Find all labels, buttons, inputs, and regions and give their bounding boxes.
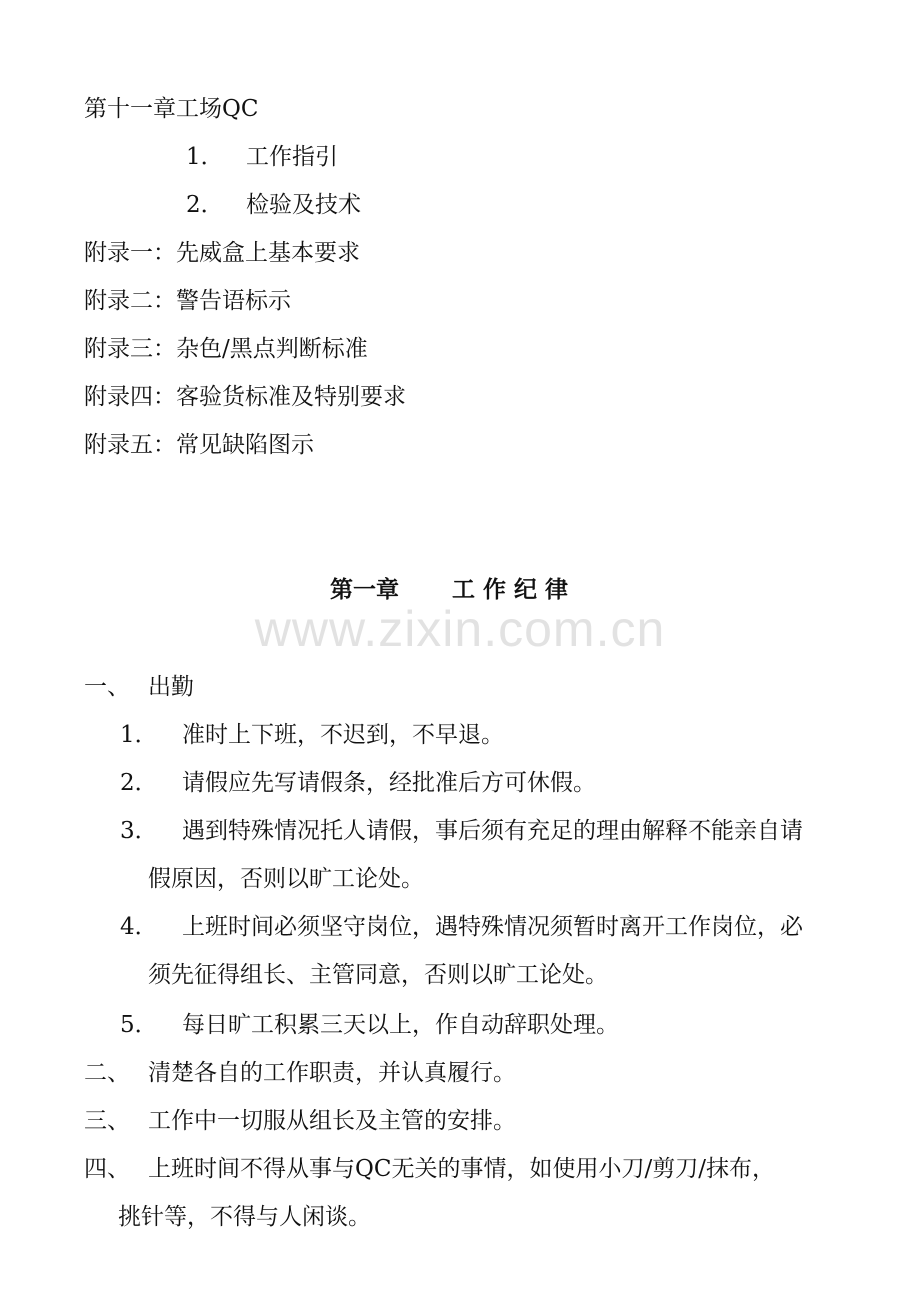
item-1-number: 1． bbox=[120, 722, 158, 748]
item-2-text: 请假应先写请假条，经批准后方可休假。 bbox=[182, 770, 596, 796]
item-5-text: 每日旷工积累三天以上，作自动辞职处理。 bbox=[182, 1012, 619, 1038]
item-5-number: 5． bbox=[120, 1012, 158, 1038]
item-3-text-line-2: 假原因，否则以旷工论处。 bbox=[148, 866, 424, 892]
item-2-number: 2． bbox=[120, 770, 158, 796]
toc-appendix-3: 附录三：杂色/黑点判断标准 bbox=[84, 336, 368, 362]
toc-sub-1-text: 工作指引 bbox=[246, 144, 338, 170]
toc-sub-2-number: 2． bbox=[186, 192, 224, 218]
section-4-text-line-1: 上班时间不得从事与QC无关的事情，如使用小刀/剪刀/抹布， bbox=[148, 1156, 775, 1182]
section-2-text: 清楚各自的工作职责，并认真履行。 bbox=[148, 1060, 516, 1086]
section-3-text: 工作中一切服从组长及主管的安排。 bbox=[148, 1108, 516, 1134]
chapter-1-prefix: 第一章 bbox=[330, 577, 399, 603]
section-3-number: 三、 bbox=[84, 1108, 130, 1134]
toc-chapter-11: 第十一章工场QC bbox=[84, 96, 259, 122]
toc-appendix-1: 附录一：先威盒上基本要求 bbox=[84, 240, 360, 266]
toc-appendix-4: 附录四：客验货标准及特别要求 bbox=[84, 384, 406, 410]
section-4-text-line-2: 挑针等，不得与人闲谈。 bbox=[118, 1204, 371, 1230]
watermark: www.zixin.com.cn bbox=[254, 601, 666, 657]
toc-appendix-2: 附录二：警告语标示 bbox=[84, 288, 291, 314]
section-2-number: 二、 bbox=[84, 1060, 130, 1086]
section-4-number: 四、 bbox=[84, 1156, 130, 1182]
item-3-number: 3． bbox=[120, 818, 158, 844]
item-3-text-line-1: 遇到特殊情况托人请假，事后须有充足的理由解释不能亲自请 bbox=[182, 818, 803, 844]
section-1-number: 一、 bbox=[84, 674, 130, 700]
section-1-text: 出勤 bbox=[148, 674, 194, 700]
item-4-text-line-1: 上班时间必须坚守岗位，遇特殊情况须暂时离开工作岗位，必 bbox=[182, 914, 803, 940]
item-1-text: 准时上下班，不迟到，不早退。 bbox=[182, 722, 504, 748]
item-4-number: 4． bbox=[120, 914, 158, 940]
chapter-1-title: 工 作 纪 律 bbox=[452, 577, 569, 603]
toc-sub-1-number: 1． bbox=[186, 144, 224, 170]
toc-sub-2-text: 检验及技术 bbox=[246, 192, 361, 218]
item-4-text-line-2: 须先征得组长、主管同意，否则以旷工论处。 bbox=[148, 962, 608, 988]
toc-appendix-5: 附录五：常见缺陷图示 bbox=[84, 432, 314, 458]
